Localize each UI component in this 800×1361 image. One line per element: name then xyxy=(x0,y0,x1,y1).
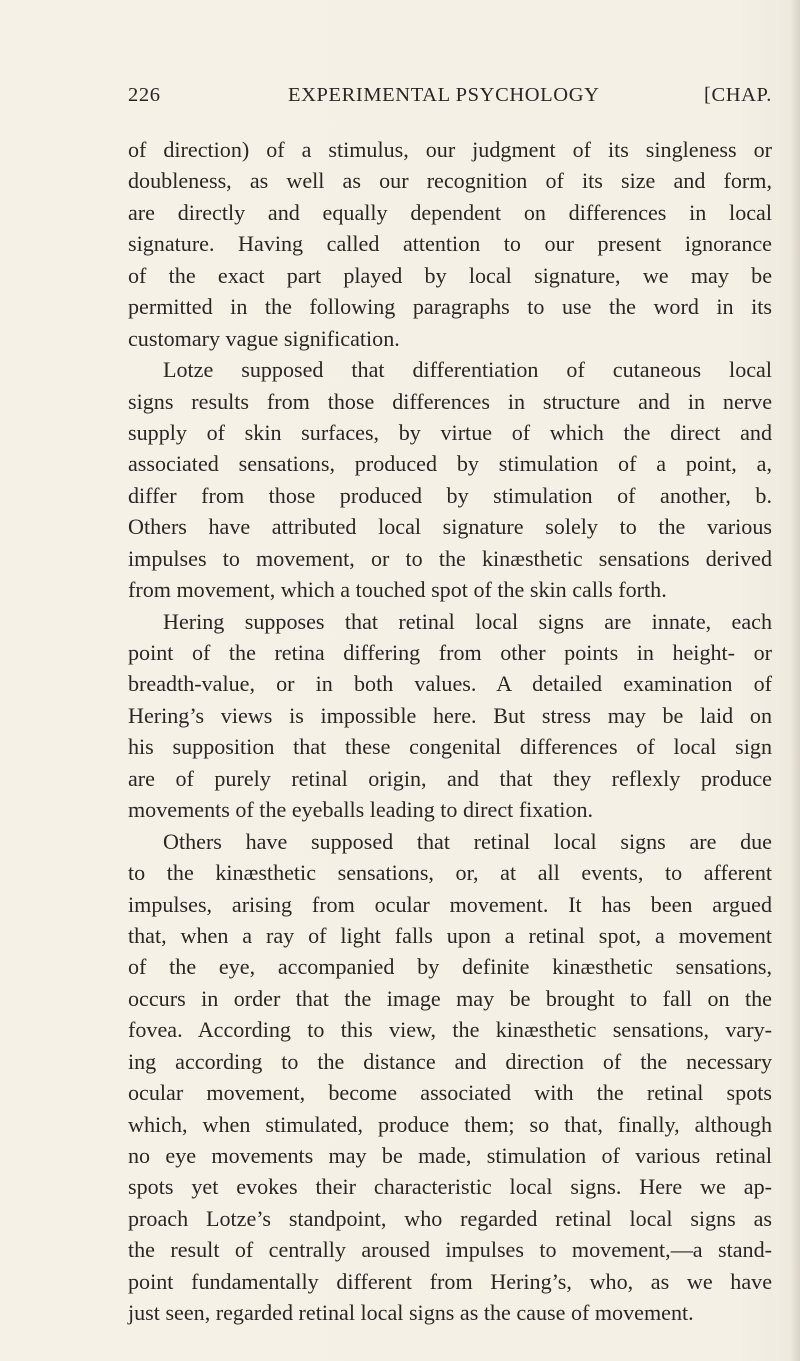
text-line: from movement, which a touched spot of the skin calls forth. xyxy=(128,577,667,603)
text-line: signs results from those differences in structure and in nerve xyxy=(128,388,772,414)
text-line: permitted in the following paragraphs to use the word in its xyxy=(128,294,772,320)
text-line: are directly and equally dependent on differences in local xyxy=(128,199,772,225)
text-line: impulses, arising from ocular movement. It has been argued xyxy=(128,891,772,917)
text-line: differ from those produced by stimulation of another, b. xyxy=(128,482,772,508)
chapter-label: [CHAP. xyxy=(704,84,772,106)
text-line: of direction) of a stimulus, our judgment of its singleness or xyxy=(128,137,772,162)
text-line: ing according to the distance and direction of the necessary xyxy=(128,1048,772,1074)
text-line: signature. Having called attention to our present ignorance xyxy=(128,231,772,257)
text-line: Others have supposed that retinal local signs are due xyxy=(163,828,772,854)
text-line: the result of centrally aroused impulses to movement,—a stand- xyxy=(128,1237,772,1263)
text-line: point of the retina differing from other points in height- or xyxy=(128,640,772,665)
text-line: ocular movement, become associated with the retinal spots xyxy=(128,1080,772,1106)
text-line: fovea. According to this view, the kinæsthetic sensations, vary- xyxy=(128,1017,772,1043)
text-line: which, when stimulated, produce them; so that, finally, although xyxy=(128,1111,772,1137)
text-line: breadth-value, or in both values. A detailed examination of xyxy=(128,671,772,697)
text-line: Hering supposes that retinal local signs are innate, each xyxy=(163,608,772,634)
book-title: EXPERIMENTAL PSYCHOLOGY xyxy=(288,84,600,106)
text-line: point fundamentally different from Hering’s, who, as we have xyxy=(128,1268,772,1294)
running-head xyxy=(128,84,772,114)
body-text xyxy=(128,134,772,1329)
text-line: just seen, regarded retinal local signs as the cause of movement. xyxy=(128,1300,694,1326)
page-edge-shadow xyxy=(790,0,800,1361)
text-line: Hering’s views is impossible here. But stress may be laid on xyxy=(128,702,772,728)
text-line: customary vague signification. xyxy=(128,325,400,351)
text-line: his supposition that these congenital differences of local sign xyxy=(128,734,772,760)
text-line: that, when a ray of light falls upon a retinal spot, a movement xyxy=(128,922,772,948)
text-line: Others have attributed local signature solely to the various xyxy=(128,514,772,540)
text-line: associated sensations, produced by stimulation of a point, a, xyxy=(128,451,772,477)
text-line: movements of the eyeballs leading to direct fixation. xyxy=(128,797,594,823)
page-number: 226 xyxy=(128,84,161,106)
text-line: Lotze supposed that differentiation of cutaneous local xyxy=(163,357,772,383)
text-line: are of purely retinal origin, and that they reflexly produce xyxy=(128,765,772,791)
text-line: no eye movements may be made, stimulation of various retinal xyxy=(128,1143,772,1168)
text-line: spots yet evokes their characteristic local signs. Here we ap- xyxy=(128,1174,772,1200)
text-line: occurs in order that the image may be brought to fall on the xyxy=(128,985,772,1011)
text-line: impulses to movement, or to the kinæsthetic sensations derived xyxy=(128,545,772,571)
text-line: proach Lotze’s standpoint, who regarded retinal local signs as xyxy=(128,1205,772,1231)
text-line: of the eye, accompanied by definite kinæsthetic sensations, xyxy=(128,954,772,980)
text-line: supply of skin surfaces, by virtue of which the direct and xyxy=(128,419,772,445)
text-line: to the kinæsthetic sensations, or, at all events, to afferent xyxy=(128,860,772,886)
text-line: of the exact part played by local signature, we may be xyxy=(128,262,772,288)
text-line: doubleness, as well as our recognition of its size and form, xyxy=(128,168,772,194)
